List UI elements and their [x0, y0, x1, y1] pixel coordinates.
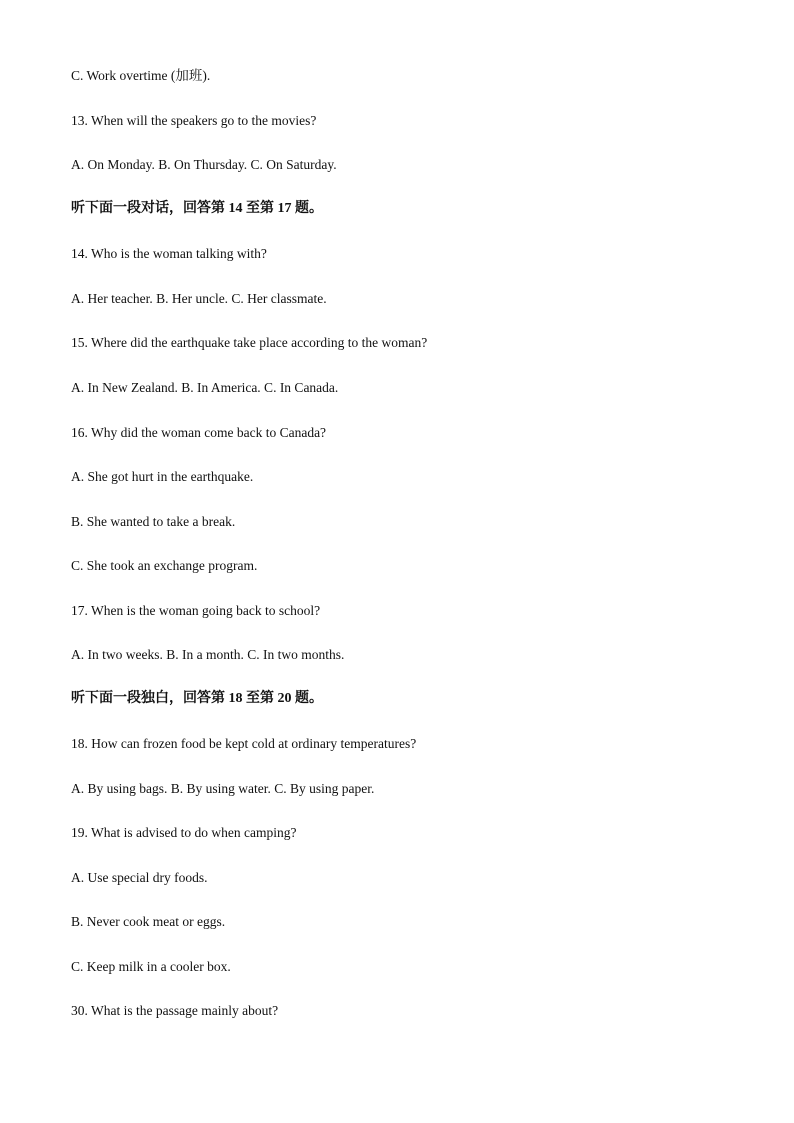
- question-18: 18. How can frozen food be kept cold at ordinary temperatures?: [71, 736, 417, 751]
- question-14: 14. Who is the woman talking with?: [71, 246, 267, 261]
- question-30: 30. What is the passage mainly about?: [71, 1003, 279, 1018]
- option-line: A. Her teacher. B. Her uncle. C. Her classmate.: [71, 291, 327, 306]
- option-line: A. In two weeks. B. In a month. C. In two months.: [71, 647, 345, 662]
- question-19: 19. What is advised to do when camping?: [71, 825, 297, 840]
- option-line: A. She got hurt in the earthquake.: [71, 469, 254, 484]
- question-17: 17. When is the woman going back to school?: [71, 603, 321, 618]
- option-line: A. In New Zealand. B. In America. C. In Canada.: [71, 380, 339, 395]
- question-16: 16. Why did the woman come back to Canada?: [71, 425, 327, 440]
- section-heading: 听下面一段独白，回答第 18 至第 20 题。: [71, 691, 323, 706]
- question-15: 15. Where did the earthquake take place according to the woman?: [71, 335, 428, 350]
- section-heading: 听下面一段对话，回答第 14 至第 17 题。: [71, 201, 323, 216]
- option-line: A. On Monday. B. On Thursday. C. On Saturday.: [71, 157, 337, 172]
- option-line: C. Keep milk in a cooler box.: [71, 959, 231, 974]
- option-line: A. By using bags. B. By using water. C. By using paper.: [71, 781, 375, 796]
- option-line: A. Use special dry foods.: [71, 870, 208, 885]
- option-line: C. Work overtime (加班).: [71, 68, 211, 83]
- option-line: B. She wanted to take a break.: [71, 514, 236, 529]
- option-line: B. Never cook meat or eggs.: [71, 914, 226, 929]
- option-line: C. She took an exchange program.: [71, 558, 258, 573]
- question-13: 13. When will the speakers go to the movies?: [71, 113, 317, 128]
